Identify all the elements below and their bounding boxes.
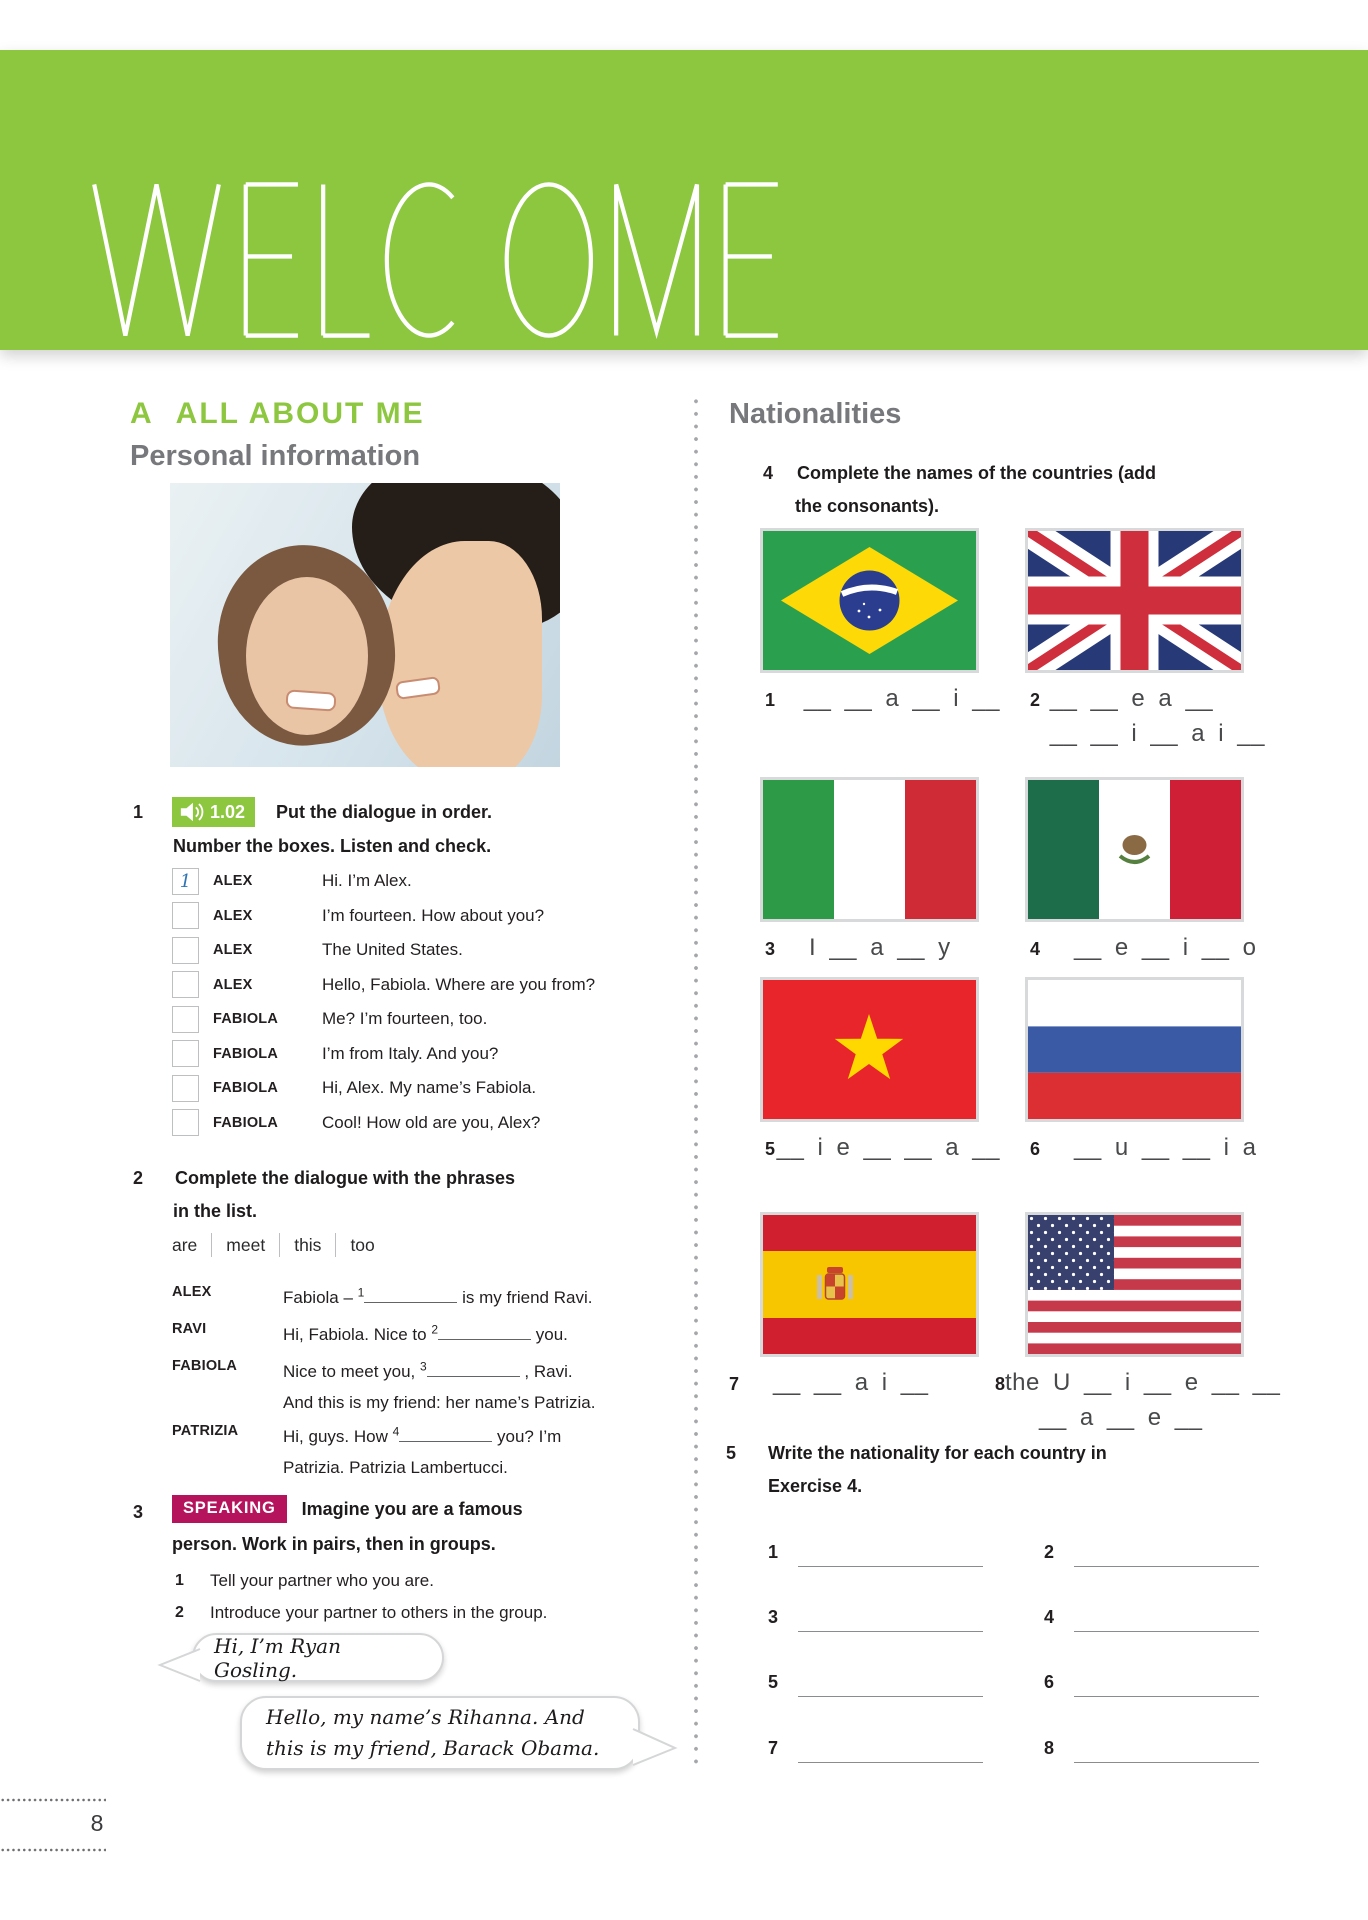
flag-number: 8 [995, 1374, 1006, 1394]
nationality-blank-item [768, 1602, 983, 1628]
exercise-3-instruction-line1: Imagine you are a famous [301, 1499, 523, 1519]
exercise-4-instruction-line2: the consonants). [795, 496, 940, 516]
exercise-4-number: 4 [763, 463, 774, 483]
audio-track-number: 1.02 [210, 801, 246, 822]
welcome-header-band [0, 50, 1368, 350]
dialogue-line: Hi. I’m Alex. [322, 871, 412, 890]
nationalities-heading: Nationalities [729, 398, 902, 430]
flag-number: 2 [1030, 690, 1041, 710]
word-separator [335, 1233, 336, 1257]
gap-number: 1 [357, 1285, 365, 1300]
speaker-name: ALEX [213, 907, 253, 924]
order-checkbox[interactable] [172, 937, 199, 964]
gapfill-row [172, 1319, 568, 1350]
exercise-2-number: 2 [133, 1168, 144, 1188]
gapfill-row [172, 1421, 561, 1483]
dialogue-row [172, 1109, 612, 1137]
gapfill-line [283, 1282, 592, 1313]
speaker-name: ALEX [213, 873, 253, 889]
blank-number: 5 [768, 1672, 779, 1692]
page-number: 8 [90, 1810, 104, 1836]
flag-usa-image [1025, 1212, 1244, 1357]
line-continuation: And this is my friend: her name’s Patrizia. [283, 1393, 596, 1412]
exercise-5-number: 5 [726, 1443, 737, 1463]
bubble-tail-left [156, 1646, 202, 1686]
gap-number: 4 [392, 1424, 400, 1439]
dialogue-line: Hi, Alex. My name’s Fabiola. [322, 1078, 537, 1097]
answer-line[interactable] [1074, 1611, 1259, 1632]
dialogue-line: Cool! How old are you, Alex? [322, 1112, 541, 1132]
speaker-name: ALEX [213, 976, 253, 993]
speech-bubble [240, 1696, 640, 1770]
country-item [760, 977, 1000, 1161]
country-item [729, 1212, 1000, 1396]
gapfill-line [283, 1356, 595, 1418]
gap-number: 3 [420, 1359, 427, 1374]
flag-mexico-image [1025, 777, 1244, 922]
country-name-blank[interactable]: __ __ a __ i __ [803, 685, 1000, 712]
section-letter: A [130, 397, 154, 430]
order-checkbox[interactable] [172, 1075, 199, 1102]
flag-number: 6 [1030, 1139, 1041, 1159]
speaker-name: ALEX [213, 942, 253, 958]
photo-girl-face [246, 577, 368, 735]
nationality-blank-item [768, 1667, 983, 1693]
country-name-blank[interactable]: the U __ i __ e __ __ [1005, 1369, 1281, 1396]
line-text: , Ravi. [519, 1362, 573, 1381]
dialogue-row [172, 971, 612, 999]
nationality-blank-item [1044, 1602, 1259, 1628]
answer-line[interactable] [798, 1611, 983, 1632]
photo-two-teens [170, 483, 560, 767]
word-option: this [294, 1234, 322, 1255]
country-name-blank[interactable]: __ u __ __ i a [1074, 1134, 1257, 1161]
audio-track-badge[interactable] [172, 797, 255, 827]
section-heading [130, 399, 425, 429]
step-text: Introduce your partner to others in the group. [210, 1603, 548, 1622]
step-item [175, 1569, 595, 1593]
dialogue-row [172, 1005, 612, 1033]
country-name-blank[interactable]: __ i e __ __ a __ [776, 1134, 1000, 1161]
dialogue-line: I’m from Italy. And you? [322, 1043, 499, 1063]
word-option: are [172, 1234, 198, 1255]
line-continuation: Patrizia. Patrizia Lambertucci. [283, 1458, 508, 1477]
word-option: meet [226, 1234, 266, 1255]
dialogue-line: Hello, Fabiola. Where are you from? [322, 974, 596, 994]
blank-number: 4 [1044, 1607, 1055, 1627]
answer-blank[interactable] [399, 1427, 492, 1442]
flag-brazil-image [760, 528, 979, 673]
blank-number: 7 [768, 1738, 779, 1758]
exercise-1-instruction-line2: Number the boxes. Listen and check. [173, 836, 492, 856]
exercise-5-instruction-line1: Write the nationality for each country in [768, 1443, 1107, 1463]
speech-bubble [192, 1633, 444, 1682]
nationality-blank-item [1044, 1733, 1259, 1759]
order-checkbox[interactable] [172, 1109, 199, 1136]
order-checkbox[interactable] [172, 1040, 199, 1067]
photo-girl-smile [285, 689, 336, 711]
bubble-tail-right [630, 1726, 678, 1770]
speaker-name: FABIOLA [213, 1011, 279, 1027]
exercise-4-instruction-line1: Complete the names of the countries (add [797, 463, 1157, 483]
speaker-name: FABIOLA [213, 1080, 279, 1096]
flag-number: 3 [765, 939, 776, 959]
speaker-name: PATRIZIA [172, 1423, 239, 1439]
line-text: Fabiola – [283, 1288, 358, 1307]
word-option: too [350, 1234, 375, 1255]
order-checkbox[interactable] [172, 902, 199, 929]
exercise-3-instruction-line2: person. Work in pairs, then in groups. [172, 1534, 496, 1554]
bubble-text-line2: this is my friend, Barack Obama. [266, 1736, 600, 1760]
speaker-name: RAVI [172, 1321, 207, 1337]
dialogue-row [172, 936, 612, 964]
page-title [0, 50, 1, 51]
step-number: 1 [175, 1572, 184, 1589]
order-checkbox[interactable]: 1 [172, 868, 199, 895]
exercise-3-number: 3 [133, 1502, 144, 1522]
nationality-blank-item [768, 1733, 983, 1759]
gapfill-line [283, 1421, 561, 1483]
line-text: you? I’m [492, 1427, 562, 1446]
exercise-1-number: 1 [133, 802, 144, 822]
word-separator [211, 1233, 212, 1257]
exercise-5-instruction-line2: Exercise 4. [768, 1476, 863, 1496]
country-name-blank[interactable]: I __ a __ y [809, 934, 951, 961]
word-list [172, 1233, 375, 1257]
step-item [175, 1601, 595, 1625]
answer-line[interactable] [1074, 1546, 1259, 1567]
flag-number: 4 [1030, 939, 1041, 959]
order-checkbox[interactable] [172, 1006, 199, 1033]
exercise-3-header [172, 1494, 523, 1524]
exercise-1-dialogue [172, 867, 612, 1143]
exercise-1-instruction-line1: Put the dialogue in order. [276, 802, 493, 822]
gap-number: 2 [431, 1322, 439, 1337]
answer-blank[interactable] [438, 1325, 531, 1340]
flag-russia-image [1025, 977, 1244, 1122]
line-text: you. [531, 1325, 568, 1344]
nationality-blank-item [1044, 1667, 1259, 1693]
dialogue-row [172, 1040, 612, 1068]
country-name-blank[interactable]: __ __ e a __ [1049, 685, 1214, 712]
answer-line[interactable] [798, 1676, 983, 1697]
answer-line[interactable] [1074, 1676, 1259, 1697]
gapfill-line [283, 1319, 568, 1350]
column-divider [694, 395, 698, 1765]
line-text: Hi, guys. How [283, 1427, 393, 1446]
speaker-name: ALEX [172, 1284, 212, 1300]
dialogue-line: I’m fourteen. How about you? [322, 905, 545, 925]
dialogue-row [172, 902, 612, 930]
speaking-badge: SPEAKING [172, 1495, 287, 1523]
country-name-blank[interactable]: __ a __ e __ [1039, 1404, 1203, 1432]
word-separator [279, 1233, 280, 1257]
blank-number: 8 [1044, 1738, 1055, 1758]
section-subtitle: Personal information [130, 440, 421, 472]
welcome-title-art [90, 180, 782, 340]
flag-spain-image [760, 1212, 979, 1357]
footer-dotted-line [0, 1798, 106, 1802]
flag-number: 1 [765, 690, 776, 710]
blank-number: 1 [768, 1542, 779, 1562]
country-item [995, 1212, 1281, 1432]
section-title: ALL ABOUT ME [175, 397, 425, 430]
dialogue-row [172, 1074, 612, 1102]
country-name-blank[interactable]: __ e __ i __ o [1074, 934, 1257, 961]
nationality-blank-item [1044, 1537, 1259, 1563]
country-name-blank[interactable]: __ __ i __ a i __ [1049, 720, 1265, 748]
blank-number: 6 [1044, 1672, 1055, 1692]
flag-great-britain-image [1025, 528, 1244, 673]
bubble-text: Hi, I’m Ryan Gosling. [214, 1633, 341, 1682]
flag-italy-image [760, 777, 979, 922]
bubble-text-line1: Hello, my name’s Rihanna. And [266, 1705, 585, 1729]
order-checkbox[interactable] [172, 971, 199, 998]
flag-vietnam-image [760, 977, 979, 1122]
dialogue-line: Me? I’m fourteen, too. [322, 1009, 488, 1028]
speaker-name: FABIOLA [172, 1358, 238, 1374]
gapfill-row [172, 1356, 595, 1418]
nationality-blank-item [768, 1537, 983, 1563]
country-item [1025, 977, 1265, 1161]
line-text: Hi, Fabiola. Nice to [283, 1325, 432, 1344]
answer-line[interactable] [798, 1742, 983, 1763]
answer-line[interactable] [798, 1546, 983, 1567]
dialogue-line: The United States. [322, 940, 463, 959]
answer-line[interactable] [1074, 1742, 1259, 1763]
blank-number: 2 [1044, 1542, 1055, 1562]
flag-number: 7 [729, 1374, 740, 1394]
speaker-name: FABIOLA [213, 1114, 279, 1131]
exercise-2-instruction-line2: in the list. [173, 1201, 258, 1221]
country-name-blank[interactable]: __ __ a i __ [773, 1369, 929, 1396]
line-text: is my friend Ravi. [457, 1288, 593, 1307]
speaker-icon [179, 799, 205, 825]
line-text: Nice to meet you, [283, 1362, 421, 1381]
answer-blank[interactable] [364, 1288, 457, 1303]
flag-number: 5 [765, 1139, 776, 1159]
dialogue-row [172, 867, 612, 895]
country-item [760, 528, 1000, 712]
country-item [1025, 528, 1265, 748]
step-number: 2 [175, 1604, 184, 1621]
blank-number: 3 [768, 1607, 779, 1627]
speaker-name: FABIOLA [213, 1045, 279, 1062]
country-item [1025, 777, 1265, 961]
answer-blank[interactable] [427, 1362, 520, 1377]
country-item [760, 777, 1000, 961]
exercise-2-instruction-line1: Complete the dialogue with the phrases [175, 1168, 516, 1188]
step-text: Tell your partner who you are. [210, 1571, 434, 1590]
gapfill-row [172, 1282, 592, 1313]
footer-dotted-line [0, 1848, 106, 1852]
